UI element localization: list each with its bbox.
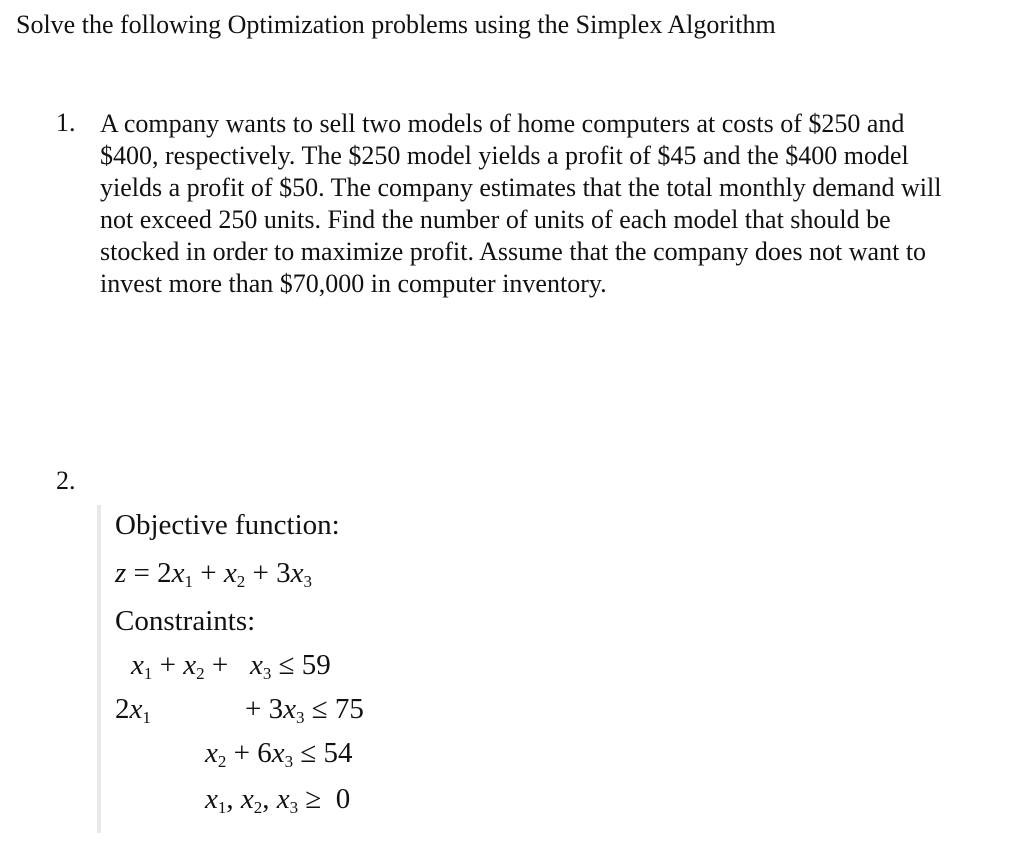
problem-1-line: $400, respectively. The $250 model yields a profit of $45 and the $400 model — [100, 141, 909, 170]
constraint-3: $x_2 + 6x_3 \le 54$ — [205, 737, 353, 771]
problem-2-number: 2. — [56, 466, 76, 495]
problem-1-number: 1. — [56, 108, 76, 137]
problem-1-line: invest more than $70,000 in computer inventory. — [100, 269, 607, 298]
problem-1-line: stocked in order to maximize profit. Assume that the company does not want to — [100, 237, 927, 266]
constraint-1: $x_1 + x_2 + x_3 \le 59$ — [131, 649, 331, 683]
objective-label: Objective function: — [115, 509, 340, 541]
constraints-label: Constraints: — [115, 605, 256, 637]
problem-1-line: yields a profit of $50. The company estimates that the total monthly demand will — [100, 173, 942, 202]
linear-program-box — [97, 505, 431, 833]
constraint-nonnegativity: $x_1$, $x_2$, $x_3 \ge 0$ — [205, 783, 351, 817]
constraint-2: + $3x_3 \le 75$ — [245, 693, 364, 727]
problem-1-line: not exceed 250 units. Find the number of units of each model that should be — [100, 205, 891, 234]
constraint-2-lhs: $2x_1$ — [115, 693, 151, 727]
problem-1-text — [100, 108, 1018, 300]
problem-1-line: A company wants to sell two models of home computers at costs of $250 and — [100, 109, 905, 138]
objective-function: $z = 2x_1 + x_2 + 3x_3$ — [115, 557, 312, 591]
page-heading: Solve the following Optimization problems using the Simplex Algorithm — [16, 10, 776, 39]
